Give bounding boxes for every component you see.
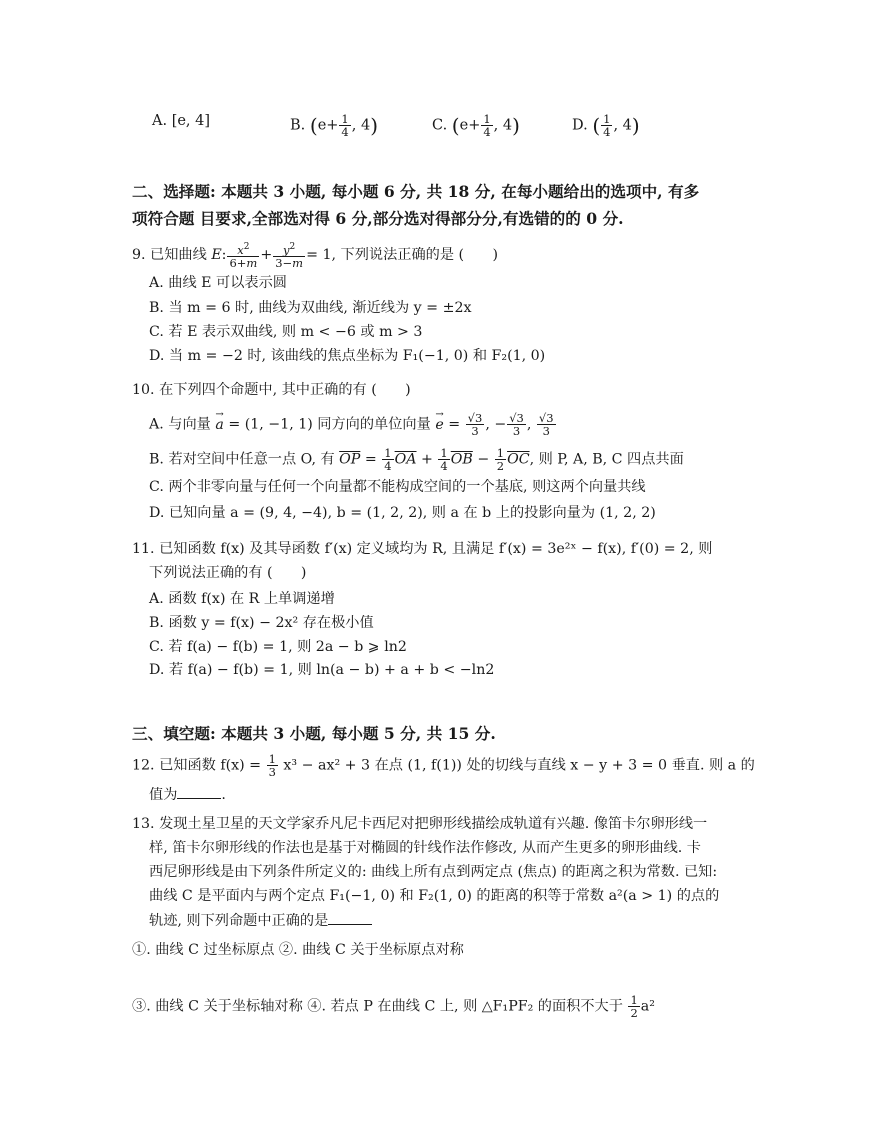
question-11-option-b: B. 函数 y = f(x) − 2x² 存在极小值 <box>149 615 374 631</box>
question-11-option-a: A. 函数 f(x) 在 R 上单调递增 <box>149 591 335 607</box>
question-13-line-5: 轨迹, 则下列命题中正确的是 <box>149 910 372 931</box>
question-10-stem: 10. 在下列四个命题中, 其中正确的有 ( ) <box>132 382 411 398</box>
option-d: D. ( $\frac{1}{4}$ , 4) <box>572 112 640 139</box>
question-13-choices-2: ③. 曲线 C 关于坐标轴对称 ④. 若点 P 在曲线 C 上, 则 △F₁PF₂ 的面积不大于 $\frac{1}{2}$ a² <box>132 993 655 1020</box>
option-b: B. (e+ $\frac{1}{4}$ , 4) <box>290 112 379 139</box>
question-13-line-4: 曲线 C 是平面内与两个定点 F₁(−1, 0) 和 F₂(1, 0) 的距离的积等于常数 a²(a > 1) 的点的 <box>149 888 720 904</box>
question-10-option-d: D. 已知向量 a = (9, 4, −4), b = (1, 2, 2), 则 a 在 b 上的投影向量为 (1, 2, 2) <box>149 505 656 521</box>
question-10-option-c: C. 两个非零向量与任何一个向量都不能构成空间的一个基底, 则这两个向量共线 <box>149 479 646 495</box>
question-13-line-3: 西尼卵形线是由下列条件所定义的: 曲线上所有点到两定点 (焦点) 的距离之积为常数. 已知: <box>149 864 718 880</box>
question-13-line-2: 样, 笛卡尔卵形线的作法也是基于对椭圆的针线作法作修改, 从而产生更多的卵形曲线. 卡 <box>149 840 701 856</box>
question-9-option-b: B. 当 m = 6 时, 曲线为双曲线, 渐近线为 y = ±2x <box>149 300 472 316</box>
question-9-option-d: D. 当 m = −2 时, 该曲线的焦点坐标为 F₁(−1, 0) 和 F₂(1, 0) <box>149 348 546 364</box>
question-9-stem: 9. 已知曲线 E: $\frac{x^2}{6+m}$ + $\frac{y^2}{3-m}$ = 1, 下列说法正确的是 ( ) <box>132 242 498 270</box>
question-11-option-d: D. 若 f(a) − f(b) = 1, 则 ln(a − b) + a + b < −ln2 <box>149 662 495 678</box>
question-13-line-1: 13. 发现土星卫星的天文学家乔凡尼卡西尼对把卵形线描绘成轨道有兴趣. 像笛卡尔卵形线一 <box>132 816 708 832</box>
section-3-heading: 三、填空题: 本题共 3 小题, 每小题 5 分, 共 15 分. <box>132 724 496 743</box>
question-10-option-b: B. 若对空间中任意一点 O, 有 $\overline{OP}$ = $\frac{1}{4}$ $\overline{OA}$ + $\frac{1}{4}$ $\overline{OB}$ − $\frac{1}{2}$ $\overline{OC}$, 则 P, A, B, C 四点共面 <box>149 446 684 473</box>
answer-blank-12[interactable] <box>177 784 221 799</box>
answer-blank-13[interactable] <box>328 910 372 925</box>
question-11-stem-line-2: 下列说法正确的有 ( ) <box>149 565 307 581</box>
question-11-option-c: C. 若 f(a) − f(b) = 1, 则 2a − b ⩾ ln2 <box>149 639 407 655</box>
option-a: A. [e, 4] <box>152 113 211 129</box>
question-12-stem: 12. 已知函数 f(x) = $\frac{1}{3}$ x³ − ax² + 3 在点 (1, f(1)) 处的切线与直线 x − y + 3 = 0 垂直. 则 a 的 <box>132 752 755 779</box>
option-c: C. (e+ $\frac{1}{4}$ , 4) <box>432 112 520 139</box>
question-9-option-a: A. 曲线 E 可以表示圆 <box>149 275 287 291</box>
question-13-choices-1: ①. 曲线 C 过坐标原点 ②. 曲线 C 关于坐标原点对称 <box>132 942 464 958</box>
question-12-answer-line: 值为 . <box>149 784 226 805</box>
question-10-option-a: A. 与向量 → a = (1, −1, 1) 同方向的单位向量 → e = $\frac{√3}{3}$ , − $\frac{√3}{3}$ , $\frac{√3}{3}$ <box>149 412 557 437</box>
section-2-heading-line-1: 二、选择题: 本题共 3 小题, 每小题 6 分, 共 18 分, 在每小题给出的选项中, 有多 <box>132 182 700 201</box>
question-9-option-c: C. 若 E 表示双曲线, 则 m < −6 或 m > 3 <box>149 324 423 340</box>
section-2-heading-line-2: 项符合题 目要求,全部选对得 6 分,部分选对得部分分,有选错的的 0 分. <box>132 209 624 228</box>
question-11-stem-line-1: 11. 已知函数 f(x) 及其导函数 f′(x) 定义域均为 R, 且满足 f′(x) = 3e²ˣ − f(x), f′(0) = 2, 则 <box>132 541 713 557</box>
